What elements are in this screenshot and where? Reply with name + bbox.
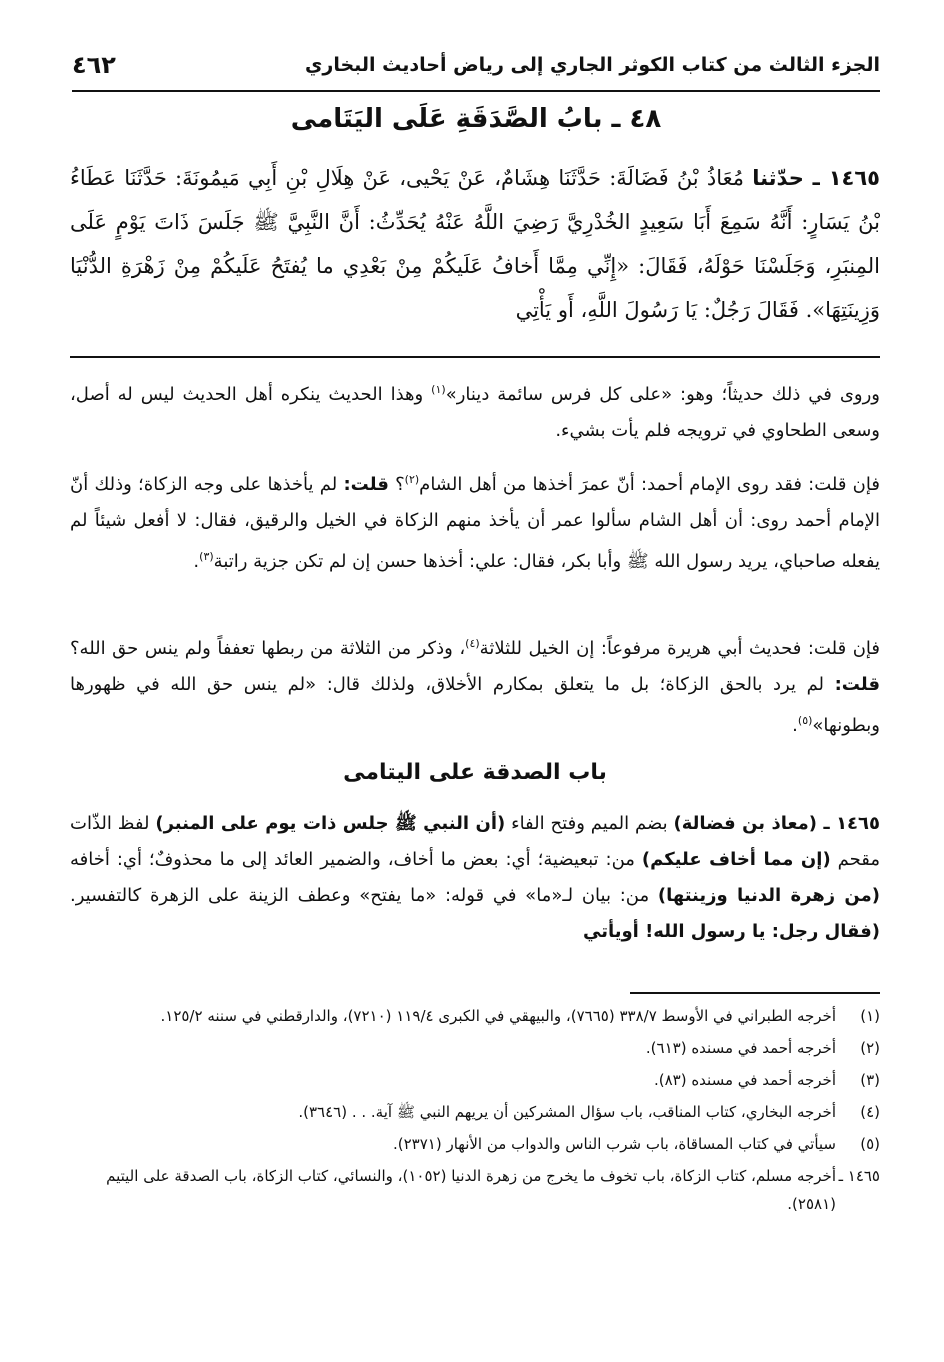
footnote-ref: (٥) [797, 714, 813, 727]
sharh-quote: (من زهرة الدنيا وزينتها) [657, 885, 880, 906]
footnote-mark: (٥) [860, 1135, 880, 1153]
qultu-label: قلت: [343, 474, 389, 495]
sharh-quote: ١٤٦٥ ـ (معاذ بن فضالة) [673, 813, 881, 834]
footnote-divider [630, 992, 880, 994]
commentary-text: وروى في ذلك حديثاً؛ وهو: «على كل فرس سائمة دينار» [445, 384, 880, 405]
footnotes [76, 1002, 880, 1222]
footnote-text: أخرجه أحمد في مسنده (٨٣). [653, 1071, 836, 1089]
hadith-text [70, 156, 880, 332]
footnote-text: أخرجه الطبراني في الأوسط ٣٣٨/٧ (٧٦٦٥)، والبيهقي في الكبرى ١١٩/٤ (٧٢١٠)، والدارقطني في سننه ١٢٥/٢. [160, 1007, 836, 1025]
footnote [76, 1162, 880, 1218]
footnote-ref: (٤) [465, 637, 480, 650]
footnote-mark: (٤) [860, 1103, 880, 1121]
commentary-text: ؟ [388, 474, 405, 495]
commentary-text: . [193, 551, 200, 572]
commentary-text: فإن قلت: فحديث أبي هريرة مرفوعاً: إن الخيل للثلاثة [479, 638, 880, 659]
commentary-text: . [792, 715, 798, 736]
footnote-mark: (١) [860, 1007, 880, 1025]
sharh-paragraph [70, 806, 880, 950]
footnote-mark: ١٤٦٥ ـ [838, 1167, 880, 1185]
footnote [76, 1130, 880, 1158]
sharh-text: بضم الميم وفتح الفاء [505, 813, 674, 834]
footnote-text: أخرجه أحمد في مسنده (٦١٣). [645, 1039, 836, 1057]
hadith-number: ١٤٦٥ ـ حدّثنا [752, 166, 880, 190]
footnote-mark: (٣) [860, 1071, 880, 1089]
commentary-text: فإن قلت: فقد روى الإمام أحمد: أنّ عمرَ أخذها من أهل الشام [419, 474, 880, 495]
section-subheading: باب الصدقة على اليتامى [343, 760, 607, 785]
footnote-ref: (٢) [404, 473, 420, 486]
commentary-text: لم يرد بالحق الزكاة؛ بل ما يتعلق بمكارم الأخلاق، ولذلك قال: «لم ينس حق الله في ظهورها وبطونها» [70, 674, 880, 736]
footnote-text: أخرجه البخاري، كتاب المناقب، باب سؤال المشركين أن يريهم النبي ﷺ آية. . . (٣٦٤٦). [298, 1103, 836, 1121]
chapter-title: ٤٨ ـ بابُ الصَّدَقَةِ عَلَى اليَتَامى [290, 104, 662, 134]
footnote [76, 1034, 880, 1062]
commentary-paragraph-3 [70, 626, 880, 744]
commentary-text: وهذا الحديث ينكره أهل الحديث ليس له أصل، وسعى الطحاوي في ترويجه فلم يأت بشيء. [70, 384, 880, 441]
commentary-paragraph-1 [70, 372, 880, 449]
footnote-text: أخرجه مسلم، كتاب الزكاة، باب تخوف ما يخرج من زهرة الدنيا (١٠٥٢)، والنسائي، كتاب الزكاة، باب الصدقة على اليتيم (٢٥٨١). [106, 1167, 836, 1213]
footnote-mark: (٢) [860, 1039, 880, 1057]
commentary-text: ، وذكر من الثلاثة من ربطها تعففاً ولم ينس حق الله؟ [70, 638, 466, 659]
commentary-text: لم يأخذها على وجه الزكاة؛ وذلك أنّ الإمام أحمد روى: أن أهل الشام سألوا عمر أن يأخذ منهم الزكاة في الخيل والرقيق، فقال: لا أفعل شيئاً لم يفعله صاحباي، يريد رسول الله ﷺ وأبا بكر، فقال: علي: أخذها حسن إن لم تكن جزية راتبة [70, 474, 880, 572]
running-title: الجزء الثالث من كتاب الكوثر الجاري إلى رياض أحاديث البخاري [304, 54, 880, 76]
hadith-body: مُعَاذُ بْنُ فَضَالَةَ: حَدَّثَنَا هِشَامٌ، عَنْ يَحْيى، عَنْ هِلَالِ بْنِ أَبِي مَيمُونَةَ: حَدَّثَنَا عَطَاءُ بْنُ يَسَارٍ: أَنَّهُ سَمِعَ أَبَا سَعِيدٍ الخُدْرِيَّ رَضِيَ اللَّهُ عَنْهُ يُحَدِّثُ: أَنَّ النَّبِيَّ ﷺ جَلَسَ ذَاتَ يَوْمٍ عَلَى المِنبَرِ، وَجَلَسْنَا حَوْلَهُ، فَقَالَ: «إِنِّي مِمَّا أَخافُ عَلَيكُمْ مِنْ بَعْدِي ما يُفتَحُ عَلَيكُمْ مِنْ زَهْرَةِ الدُّنْيَا وَزِينَتِهَا». فَقَالَ رَجُلٌ: يَا رَسُولَ اللَّهِ، أَو يَأْتِي [70, 166, 880, 322]
qultu-label: قلت: [834, 674, 880, 695]
commentary-paragraph-2 [70, 462, 880, 580]
page-header [72, 40, 880, 92]
sharh-text: من: بيان لـ«ما» في قوله: «ما يفتح» وعطف الزينة على الزهرة كالتفسير. [70, 885, 658, 906]
footnote [76, 1002, 880, 1030]
main-divider [70, 356, 880, 358]
sharh-text: من: تبعيضية؛ أي: بعض ما أخاف، والضمير العائد إلى ما محذوفٌ؛ أي: أخافه [70, 849, 642, 870]
sharh-quote: (أن النبي ﷺ جلس ذات يوم على المنبر) [155, 813, 506, 834]
footnote-ref: (٣) [199, 550, 214, 563]
sharh-quote: (إن مما أخاف عليكم) [641, 849, 831, 870]
footnote-text: سيأتي في كتاب المساقاة، باب شرب الناس والدواب من الأنهار (٢٣٧١). [392, 1135, 836, 1153]
footnote [76, 1066, 880, 1094]
page-number: ٤٦٢ [72, 51, 116, 79]
footnote-ref: (١) [431, 383, 446, 396]
sharh-text: لفظ الذّات مقحم [70, 813, 880, 870]
footnote [76, 1098, 880, 1126]
sharh-quote: (فقال رجل: يا رسول الله! أويأتي [582, 921, 880, 942]
